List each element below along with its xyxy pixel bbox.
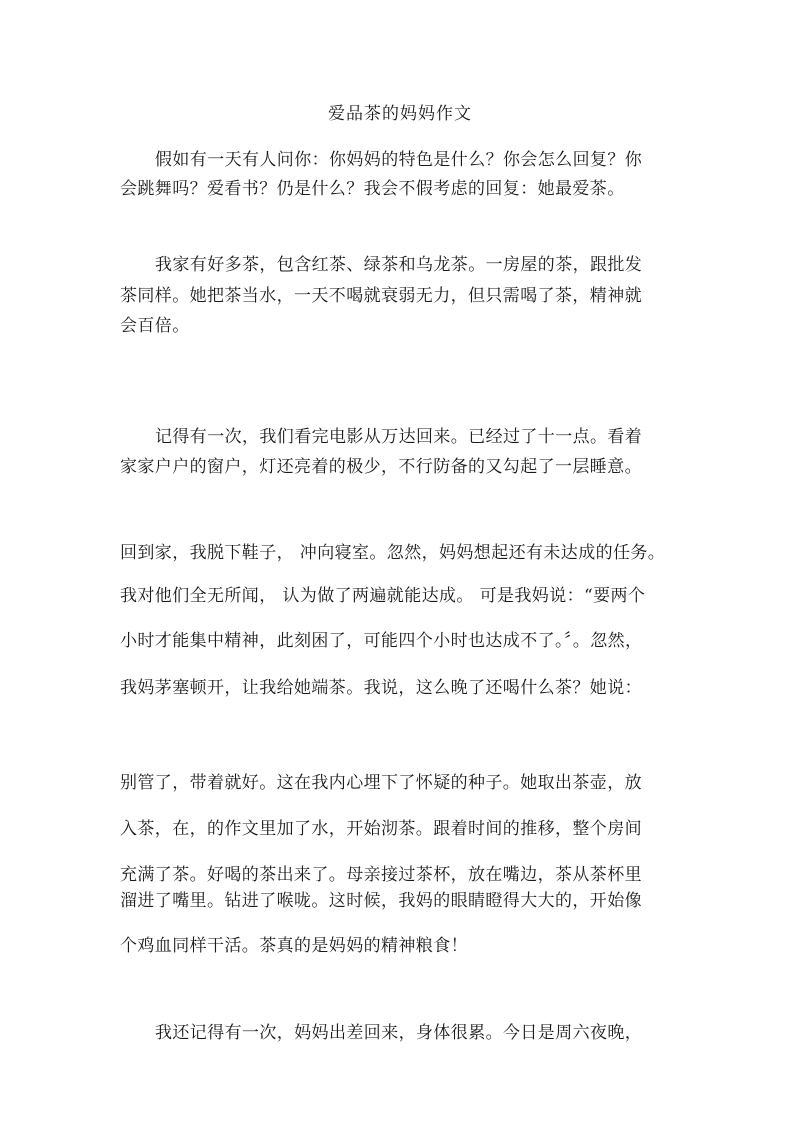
text-line: 我妈茅塞顿开，让我给她端茶。我说，这么晚了还喝什么茶？她说： [120,678,642,698]
text-line: 假如有一天有人问你：你妈妈的特色是什么？你会怎么回复？你 [155,150,643,170]
text-line: 溜进了嘴里。钻进了喉咙。这时候，我妈的眼睛瞪得大大的，开始像 [120,891,642,911]
text-line: 记得有一次，我们看完电影从万达回来。已经过了十一点。看着 [155,427,643,447]
text-line: 会跳舞吗？爱看书？仍是什么？我会不假考虑的回复：她最爱茶。 [120,179,625,199]
document-title: 爱品茶的妈妈作文 [328,104,472,124]
text-line: 回到家，我脱下鞋子， 冲向寝室。忽然，妈妈想起还有未达成的任务。 [120,543,666,563]
text-line: 茶同样。她把茶当水，一天不喝就衰弱无力，但只需喝了茶，精神就 [120,286,642,306]
text-line: 我家有好多茶，包含红茶、绿茶和乌龙茶。一房屋的茶，跟批发 [155,255,643,275]
text-line: 会百倍。 [120,316,190,336]
text-line: 充满了茶。好喝的茶出来了。母亲接过茶杯，放在嘴边，茶从茶杯里 [120,865,642,885]
text-line: 个鸡血同样干活。茶真的是妈妈的精神粮食！ [120,936,468,956]
text-line: 小时才能集中精神，此刻困了，可能四个小时也达成不了。〞。忽然， [120,631,643,651]
text-line: 家家户户的窗户，灯还亮着的极少，不行防备的又勾起了一层睡意。 [120,457,642,477]
text-line: 我对他们全无所闻， 认为做了两遍就能达成。 可是我妈说：“要两个 [120,586,646,606]
text-line: 入茶，在，的作文里加了水，开始沏茶。跟着时间的推移，整个房间 [120,819,642,839]
text-line: 我还记得有一次，妈妈出差回来，身体很累。今日是周六夜晚， [155,1023,643,1043]
text-line: 别管了，带着就好。这在我内心埋下了怀疑的种子。她取出茶壶，放 [120,773,642,793]
